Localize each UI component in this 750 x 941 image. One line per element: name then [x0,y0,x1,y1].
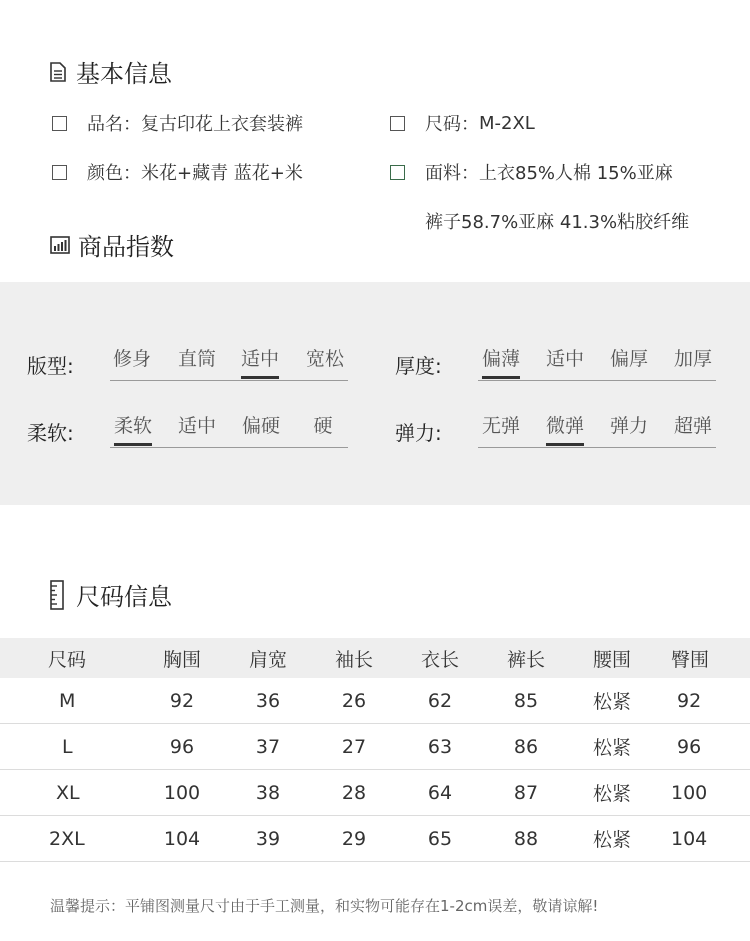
index-options-softness [110,411,348,448]
basic-info-title: 基本信息 [76,60,172,88]
option-elasticity-slight-selected: 微弹 [546,411,584,438]
size-table [0,638,750,862]
table-row [0,770,750,816]
index-label-softness: 柔软: [27,421,74,445]
checkbox-icon [52,165,67,180]
option-thickness-thick: 偏厚 [609,348,649,370]
option-elasticity-super: 超弹 [673,415,713,437]
info-value: M-2XL [479,112,535,134]
option-thickness-extra-thick: 加厚 [673,348,713,370]
option-fit-straight: 直筒 [177,348,217,370]
info-item-name [52,110,303,136]
index-options-thickness [478,344,716,381]
column-header: 臀围 [655,638,750,678]
column-header: 肩宽 [225,638,311,678]
table-cell: 86 [483,724,569,770]
index-label-fit: 版型: [27,354,74,378]
index-header [50,227,174,262]
option-thickness-thin-selected: 偏薄 [482,344,520,371]
index-label-elasticity: 弹力: [395,421,442,445]
basic-info-header [50,54,172,89]
info-item-fabric [390,159,673,185]
option-fit-regular-selected: 适中 [241,344,279,371]
table-cell: 29 [311,816,397,862]
info-label: 尺码： [425,114,479,135]
index-options-fit [110,344,348,381]
table-cell: 38 [225,770,311,816]
info-label: 品名： [87,114,141,135]
table-cell: 27 [311,724,397,770]
checkbox-icon [390,116,405,131]
index-title: 商品指数 [78,233,174,261]
checkbox-icon [390,165,405,180]
table-cell: 96 [139,724,225,770]
bar-chart-icon [50,236,70,254]
option-softness-hard: 硬 [313,415,333,437]
column-header: 袖长 [311,638,397,678]
table-cell: L [0,724,139,770]
table-cell: 26 [311,678,397,724]
info-label: 颜色： [87,163,141,184]
table-cell: 85 [483,678,569,724]
info-item-size [390,110,535,136]
table-row [0,724,750,770]
column-header: 衣长 [397,638,483,678]
option-softness-medium: 适中 [177,415,217,437]
checkbox-icon [52,116,67,131]
table-cell: 36 [225,678,311,724]
table-cell: 65 [397,816,483,862]
column-header: 裤长 [483,638,569,678]
size-info-title: 尺码信息 [76,583,172,611]
table-cell: 87 [483,770,569,816]
table-cell: 28 [311,770,397,816]
table-row [0,816,750,862]
index-panel [0,282,750,505]
info-fabric-pants: 裤子58.7%亚麻 41.3%粘胶纤维 [425,212,690,233]
option-fit-slim: 修身 [112,348,152,370]
table-cell: 2XL [0,816,139,862]
option-fit-loose: 宽松 [305,348,345,370]
table-cell: 104 [655,816,750,862]
table-cell: 92 [655,678,750,724]
option-thickness-medium: 适中 [545,348,585,370]
table-cell: 104 [139,816,225,862]
ruler-icon [50,580,64,610]
table-cell: M [0,678,139,724]
table-cell: 62 [397,678,483,724]
footer-note: 温馨提示：平铺图测量尺寸由于手工测量，和实物可能存在1-2cm误差，敬请谅解! [50,897,599,915]
document-icon [50,62,66,82]
table-cell: 37 [225,724,311,770]
table-cell: 松紧 [569,678,655,724]
table-cell: 100 [139,770,225,816]
table-cell: 松紧 [569,724,655,770]
table-cell: 96 [655,724,750,770]
info-item-color [52,159,303,185]
info-label: 面料： [425,163,479,184]
table-cell: 39 [225,816,311,862]
table-cell: 松紧 [569,770,655,816]
index-options-elasticity [478,411,716,448]
column-header: 胸围 [139,638,225,678]
info-value: 复古印花上衣套装裤 [141,114,303,135]
table-cell: 64 [397,770,483,816]
info-value: 上衣85%人棉 15%亚麻 [479,163,673,184]
size-table-header [0,638,750,678]
index-label-thickness: 厚度: [395,354,442,378]
table-cell: 松紧 [569,816,655,862]
column-header: 尺码 [0,638,139,678]
option-elasticity-none: 无弹 [481,415,521,437]
table-cell: XL [0,770,139,816]
info-value: 米花+藏青 蓝花+米 [141,163,303,184]
option-softness-stiff: 偏硬 [241,415,281,437]
table-row [0,678,750,724]
table-cell: 63 [397,724,483,770]
size-info-header [50,577,172,612]
column-header: 腰围 [569,638,655,678]
table-cell: 88 [483,816,569,862]
table-cell: 92 [139,678,225,724]
option-softness-soft-selected: 柔软 [114,411,152,438]
option-elasticity-elastic: 弹力 [609,415,649,437]
table-cell: 100 [655,770,750,816]
